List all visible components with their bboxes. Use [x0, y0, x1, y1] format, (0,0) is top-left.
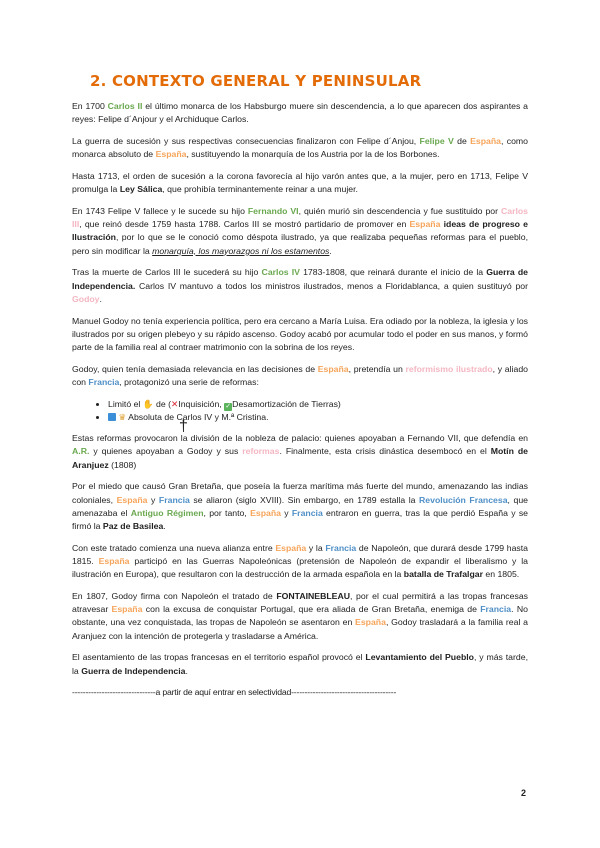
- text: , Godoy trasladará a la familia real a Aranjuez con la intención de protegerla y trasladarse a América.: [72, 617, 528, 641]
- highlight-espana: España: [355, 617, 386, 628]
- highlight-fernando-vi: Fernando VI: [247, 206, 299, 216]
- text: . No obstante, una vez conquistada, las tropas de Napoleón se asentaron en: [72, 604, 528, 628]
- text: , y más tarde, la: [72, 652, 528, 676]
- bold-batalla-trafalgar: batalla de Trafalgar: [403, 569, 483, 580]
- text: Carlos IV mantuvo a todos los ministros ilustrados, menos a Floridablanca, a quien sustituyó por: [135, 280, 528, 291]
- highlight-revolucion-francesa: Revolución Francesa: [419, 494, 508, 505]
- text: y la: [306, 542, 326, 553]
- paragraph-11: [72, 590, 528, 643]
- highlight-espana: España: [250, 507, 281, 518]
- paragraph-2: [72, 135, 528, 161]
- text: de Napoleón, que durará desde 1799 hasta 1815.: [72, 542, 529, 567]
- text: Absoluta de Carlos IV y M.ª Cristina.: [126, 412, 269, 423]
- text: .: [185, 665, 188, 676]
- text: Tras la muerte de Carlos III le sucederá su hijo: [72, 267, 262, 278]
- bold-motin-aranjuez: Motín de Aranjuez: [72, 446, 528, 470]
- list-item: [108, 398, 528, 411]
- highlight-espana: España: [317, 363, 349, 374]
- bold-levantamiento: Levantamiento del Pueblo: [365, 652, 474, 663]
- text: Inquisición,: [178, 398, 225, 409]
- blue-square-icon: [108, 413, 116, 421]
- text: el último monarca de los Habsburgo muere sin descendencia, a lo que aparecen dos aspirantes a reyes: Felipe d´Anjour y el Archiduque Carlos.: [72, 101, 528, 125]
- text: , como monarca absoluto de: [72, 136, 528, 160]
- text: con la excusa de conquistar Portugal, que era aliada de Gran Bretaña, enemiga de: [142, 604, 481, 615]
- paragraph-10: [72, 542, 528, 582]
- bold-ideas-progreso: ideas de progreso e Ilustración: [72, 219, 528, 243]
- text: Con este tratado comienza una nueva alianza entre: [72, 542, 276, 553]
- text: En 1743 Felipe V fallece y le sucede su hijo: [72, 206, 248, 216]
- text: .: [163, 521, 166, 532]
- highlight-francia: Francia: [325, 542, 357, 553]
- paragraph-3: [72, 170, 528, 196]
- text: , que amenazaba el: [72, 494, 528, 518]
- page-number: 2: [521, 788, 527, 798]
- list-item: [108, 411, 528, 424]
- text: Limitó el: [108, 398, 143, 409]
- text: Por el miedo que causó Gran Bretaña, que poseía la fuerza marítima más fuerte del mundo, amenazando las indias coloniales,: [72, 481, 528, 505]
- text: .: [329, 245, 332, 256]
- highlight-felipe-v: Felipe V: [419, 136, 454, 146]
- highlight-antiguo-regimen: Antiguo Régimen: [130, 507, 204, 518]
- document-body: [72, 100, 528, 700]
- paragraph-7: [72, 363, 528, 389]
- text: de: [453, 136, 471, 146]
- text: , y aliado con: [72, 363, 528, 388]
- paragraph-5: [72, 266, 528, 306]
- text: Manuel Godoy no tenía experiencia política, pero era cercano a María Luisa. Era odiado por la nobleza, la iglesia y los ilustrados por su origen plebeyo y su rápido ascenso. Godoy acabó por acumular todo el poder en sus manos, y formó parte de la familia real al contraer matrimonio con la sobrina de los reyes.: [72, 315, 528, 353]
- text: , que reinó desde 1759 hasta 1788. Carlos III se mostró partidario de promover en: [79, 219, 410, 230]
- text: Desamortización de Tierras): [232, 398, 341, 409]
- text: , protagonizó una serie de reformas:: [119, 377, 259, 388]
- text: . Finalmente, esta crisis dinástica desembocó en el: [279, 446, 491, 457]
- highlight-francia: Francia: [480, 604, 512, 615]
- section-title: 2. CONTEXTO GENERAL Y PENINSULAR: [90, 72, 422, 90]
- flexed-arm-icon: ✋: [142, 398, 154, 409]
- paragraph-12: [72, 651, 528, 677]
- highlight-espana: España: [116, 494, 148, 505]
- text: La guerra de sucesión y sus respectivas consecuencias finalizaron con Felipe d´Anjou,: [72, 136, 420, 146]
- text: , por tanto,: [203, 507, 251, 518]
- highlight-espana: España: [98, 556, 130, 567]
- text: y quienes apoyaban a Godoy y sus: [89, 446, 243, 457]
- text: entraron en guerra, tras la que perdió España y se firmó la: [72, 507, 528, 532]
- bold-guerra-independencia: Guerra de Independencia: [81, 665, 186, 676]
- crown-icon: ♛: [118, 412, 127, 423]
- cross-mark-icon: ✕: [171, 398, 179, 409]
- text: , por el cual permitirá a las tropas francesas atravesar: [72, 591, 529, 615]
- text: El asentamiento de las tropas francesas en el territorio español provocó el: [72, 652, 366, 663]
- paragraph-6: [72, 315, 528, 355]
- text: , pretendía un: [348, 363, 406, 374]
- text: (1808): [108, 459, 137, 470]
- text: y: [280, 507, 292, 518]
- highlight-espana: España: [470, 136, 502, 146]
- text: Estas reformas provocaron la división de la nobleza de palacio: quienes apoyaban a Fernando VII, que defendía en: [72, 433, 528, 444]
- highlight-francia: Francia: [88, 377, 120, 388]
- highlight-ar: A.R.: [72, 446, 90, 457]
- text: , sustituyendo la monarquía de los Austria por la de los Borbones.: [186, 149, 440, 160]
- highlight-espana: España: [155, 149, 187, 160]
- text: , por lo que se le conoció como déspota ilustrado, ya que realizaba pequeñas reformas para el pueblo, pero sin modificar la: [72, 232, 528, 256]
- bold-guerra-independencia: Guerra de Independencia.: [72, 267, 529, 291]
- highlight-reformas: reformas: [242, 446, 280, 457]
- text: , que prohibía terminantemente reinar a una mujer.: [162, 184, 358, 195]
- text: .: [99, 293, 102, 304]
- highlight-carlos-ii: Carlos II: [107, 101, 143, 111]
- bold-ley-salica: Ley Sálica: [119, 184, 163, 195]
- highlight-espana: España: [409, 219, 441, 230]
- highlight-carlos-iii: Carlos III: [72, 206, 529, 230]
- highlight-francia: Francia: [158, 494, 190, 505]
- text: y: [147, 494, 159, 505]
- underlined-monarquia: monarquía, los mayorazgos ni los estamentos: [152, 245, 330, 256]
- handwritten-cross-mark: †: [179, 418, 188, 435]
- highlight-espana: España: [111, 604, 143, 615]
- highlight-espana: España: [275, 542, 307, 553]
- text: En 1700: [72, 101, 108, 111]
- paragraph-8: [72, 432, 528, 472]
- bold-fontainebleau: FONTAINEBLEAU: [276, 591, 351, 602]
- highlight-francia: Francia: [291, 507, 323, 518]
- paragraph-4: [72, 205, 528, 258]
- text: en 1805.: [482, 569, 520, 580]
- check-mark-icon: ✓: [225, 402, 232, 410]
- text: , quién murió sin descendencia y fue sustituido por: [298, 206, 501, 216]
- text: 1783-1808, que reinará durante el inicio de la: [299, 267, 487, 278]
- reform-list: [72, 398, 528, 424]
- highlight-reformismo: reformismo ilustrado: [405, 363, 493, 374]
- bold-paz-basilea: Paz de Basilea: [102, 521, 164, 532]
- text: (: [168, 398, 171, 409]
- paragraph-1: [72, 100, 528, 126]
- highlight-carlos-iv: Carlos IV: [261, 267, 300, 278]
- paragraph-9: [72, 480, 528, 533]
- text: participó en las Guerras Napoleónicas (pretensión de Napoleón de expandir el liberalismo y la ilustración en Europa), que resultaron con la destrucción de la armada española en la: [72, 556, 528, 580]
- text: Godoy, quien tenía demasiada relevancia en las decisiones de: [72, 363, 318, 374]
- text: de: [153, 398, 169, 409]
- section-separator: -------------------------------a partir de aquí entrar en selectividad---------------------------------------: [72, 687, 397, 698]
- text: Hasta 1713, el orden de sucesión a la corona favorecía al hijo varón antes que, a la mujer, pero en 1713, Felipe V promulga la: [72, 171, 528, 195]
- highlight-godoy: Godoy: [72, 293, 100, 304]
- text: En 1807, Godoy firma con Napoleón el tratado de: [72, 591, 277, 602]
- text: se aliaron (siglo XVIII). Sin embargo, en 1789 estalla la: [189, 494, 420, 505]
